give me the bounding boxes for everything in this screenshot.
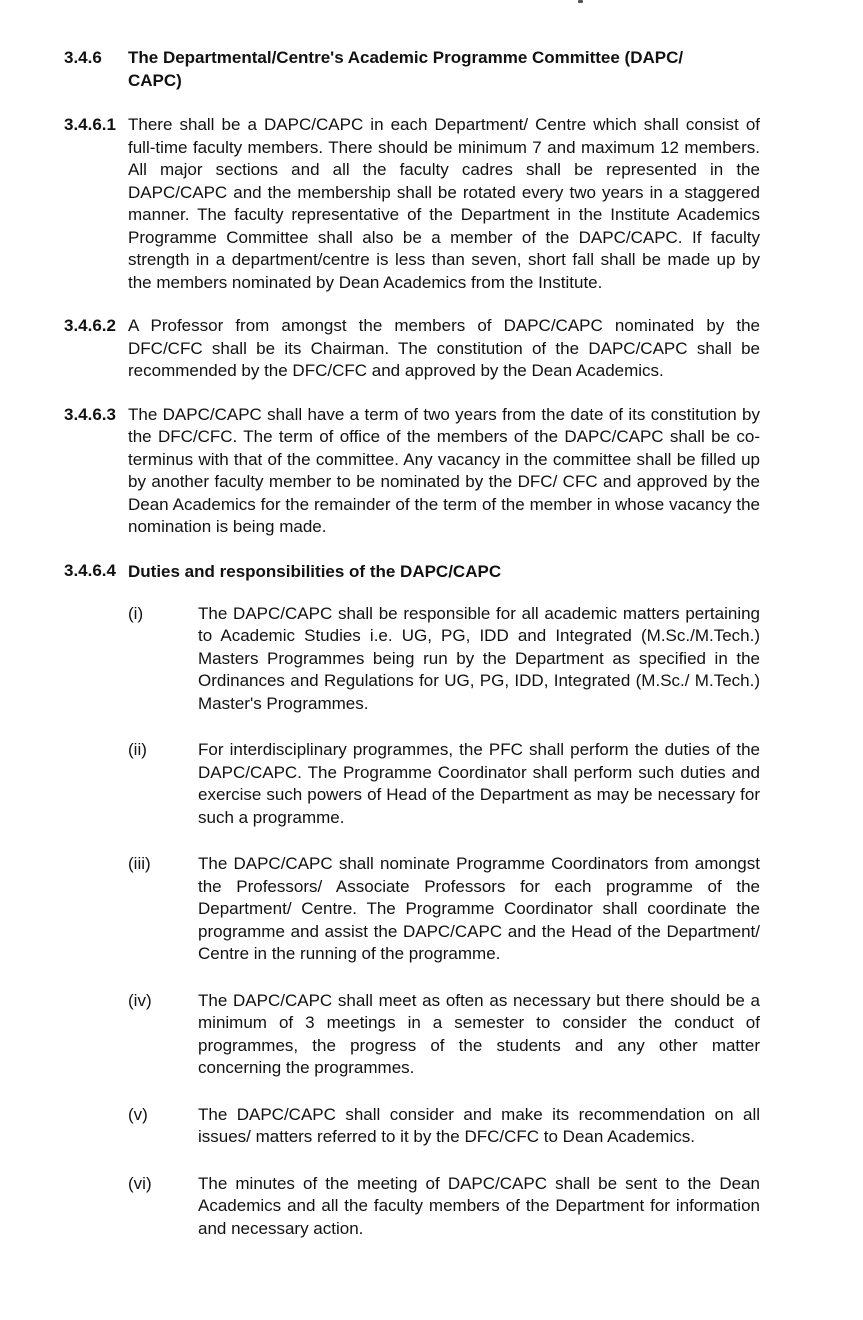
clause-number: 3.4.6.3 xyxy=(64,404,116,424)
duty-marker: (i) xyxy=(128,603,144,623)
duty-item-i xyxy=(128,603,863,716)
section-title xyxy=(128,46,760,92)
duty-text: The DAPC/CAPC shall meet as often as necessary but there should be a minimum of 3 meetings in a semester to consider the conduct of programmes, the progress of the students and any other matter concerning the programmes. xyxy=(198,990,760,1077)
duty-marker: (v) xyxy=(128,1104,148,1124)
section-title-line1: The Departmental/Centre's Academic Programme Committee (DAPC/ xyxy=(128,48,684,67)
clause-3-4-6-2 xyxy=(64,315,863,383)
duty-marker: (vi) xyxy=(128,1173,152,1193)
duty-item-iii xyxy=(128,853,863,966)
duty-marker: (ii) xyxy=(128,740,147,759)
duties-title: Duties and responsibilities of the DAPC/CAPC xyxy=(128,561,502,581)
duty-item-ii xyxy=(128,739,863,829)
duty-item-v xyxy=(128,1104,863,1149)
duty-text: For interdisciplinary programmes, the PFC shall perform the duties of the DAPC/CAPC. The Programme Coordinator shall perform such duties and exercise such powers of Head of the Department as may be necessary for such a programme. xyxy=(198,740,760,827)
section-heading xyxy=(64,46,863,92)
clause-text: The DAPC/CAPC shall have a term of two years from the date of its constitution by the DFC/CFC. The term of office of the members of the DAPC/CAPC shall be co-terminus with that of the committee. Any vacancy in the committee shall be filled up by another faculty member to be nominated by the DFC/ CFC and approved by the Dean Academics for the remainder of the term of the member in whose vacancy the nomination is being made. xyxy=(128,404,760,536)
duty-marker: (iv) xyxy=(128,990,152,1010)
scan-artifact xyxy=(578,0,583,3)
duty-text: The DAPC/CAPC shall consider and make its recommendation on all issues/ matters referred to it by the DFC/CFC to Dean Academics. xyxy=(198,1104,760,1146)
clause-text: There shall be a DAPC/CAPC in each Department/ Centre which shall consist of full-time faculty members. There should be minimum 7 and maximum 12 members. All major sections and all the faculty cadres shall be represented in the DAPC/CAPC and the membership shall be rotated every two years in a staggered manner. The faculty representative of the Department in the Institute Academics Programme Committee shall also be a member of the DAPC/CAPC. If faculty strength in a department/centre is less than seven, short fall shall be made up by the members nominated by Dean Academics from the Institute. xyxy=(128,115,760,292)
duty-text: The DAPC/CAPC shall be responsible for all academic matters pertaining to Academic Studies i.e. UG, PG, IDD and Integrated (M.Sc./M.Tech.) Masters Programmes being run by the Department as specified in the Ordinances and Regulations for UG, PG, IDD, Integrated (M.Sc./ M.Tech.) Master's Programmes. xyxy=(198,603,760,713)
duty-item-vi xyxy=(128,1173,863,1241)
clause-number: 3.4.6.2 xyxy=(64,316,116,335)
clause-3-4-6-3 xyxy=(64,404,863,539)
duties-heading xyxy=(64,560,863,583)
duty-text: The DAPC/CAPC shall nominate Programme Coordinators from amongst the Professors/ Associate Professors for each programme of the Department/ Centre. The Programme Coordinator shall coordinate the programme and assist the DAPC/CAPC and the Head of the Department/ Centre in the running of the programme. xyxy=(198,854,760,963)
section-title-line2: CAPC) xyxy=(128,71,182,90)
duty-item-iv xyxy=(128,990,863,1080)
section-number: 3.4.6 xyxy=(64,48,102,67)
duty-list xyxy=(128,603,863,1241)
clause-number: 3.4.6.4 xyxy=(64,560,116,580)
duty-marker: (iii) xyxy=(128,854,151,873)
duty-text: The minutes of the meeting of DAPC/CAPC shall be sent to the Dean Academics and all the faculty members of the Department for information and necessary action. xyxy=(198,1173,760,1238)
clause-text: A Professor from amongst the members of DAPC/CAPC nominated by the DFC/CFC shall be its Chairman. The constitution of the DAPC/CAPC shall be recommended by the DFC/CFC and approved by the Dean Academics. xyxy=(128,316,760,380)
clause-3-4-6-1 xyxy=(64,114,863,294)
clause-number: 3.4.6.1 xyxy=(64,115,116,134)
